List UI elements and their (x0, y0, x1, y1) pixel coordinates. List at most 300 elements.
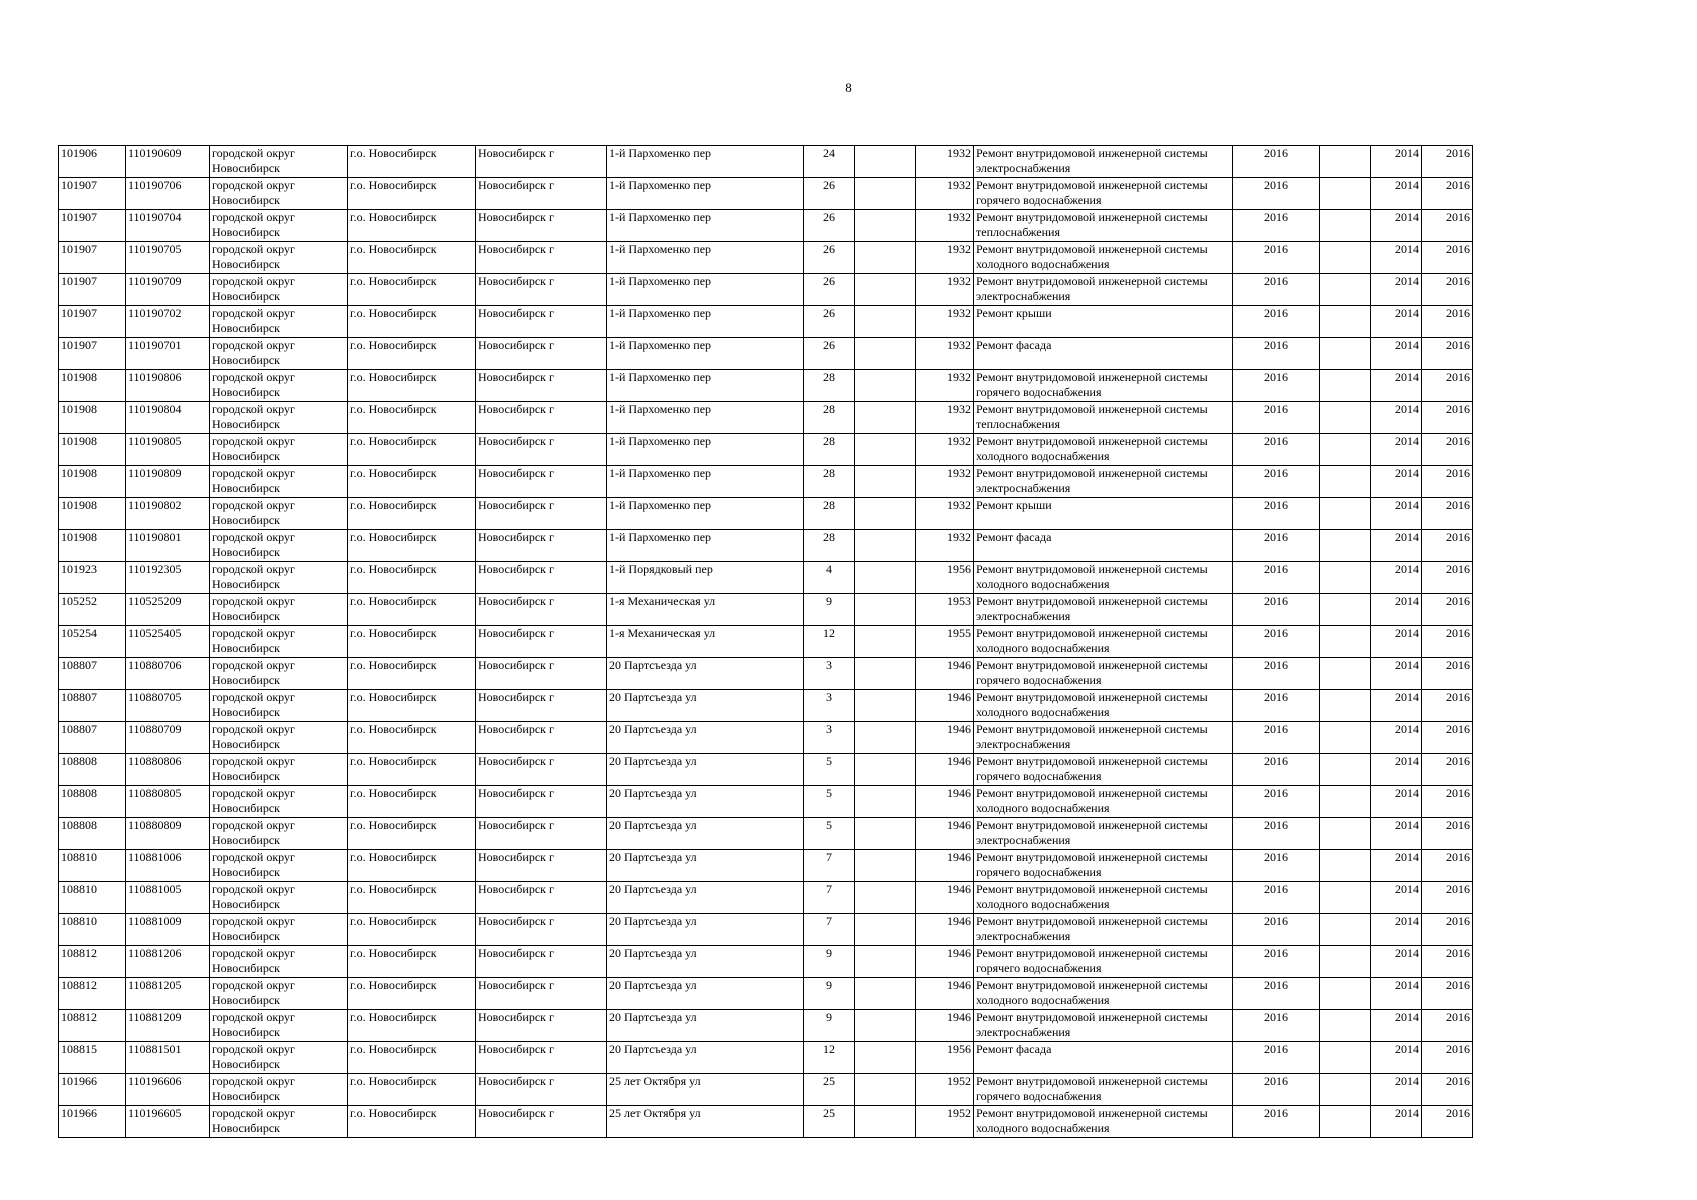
work-id-cell: 110190704 (126, 210, 210, 242)
house-number-cell: 26 (804, 210, 855, 242)
municipality-cell: городской округ Новосибирск (210, 818, 348, 850)
street-cell: 1-й Пархоменко пер (607, 498, 804, 530)
work-type-cell: Ремонт внутридомовой инженерной системы холодного водоснабжения (974, 786, 1233, 818)
house-id-cell: 101907 (59, 338, 126, 370)
city-cell: Новосибирск г (476, 658, 607, 690)
table-row (59, 594, 1473, 626)
work-id-cell: 110196605 (126, 1106, 210, 1138)
plan-year-cell: 2016 (1233, 850, 1320, 882)
start-year-cell: 2014 (1371, 498, 1422, 530)
municipality-cell: городской округ Новосибирск (210, 754, 348, 786)
plan-year-cell: 2016 (1233, 754, 1320, 786)
year-built-cell: 1932 (916, 274, 974, 306)
house-number-cell: 28 (804, 402, 855, 434)
year-built-cell: 1932 (916, 146, 974, 178)
building-cell (855, 562, 916, 594)
municipality-cell: городской округ Новосибирск (210, 210, 348, 242)
work-type-cell: Ремонт внутридомовой инженерной системы горячего водоснабжения (974, 658, 1233, 690)
plan-year-cell: 2016 (1233, 178, 1320, 210)
start-year-cell: 2014 (1371, 210, 1422, 242)
end-year-cell: 2016 (1422, 626, 1473, 658)
street-cell: 25 лет Октября ул (607, 1106, 804, 1138)
building-cell (855, 594, 916, 626)
plan-year-cell: 2016 (1233, 434, 1320, 466)
house-id-cell: 101966 (59, 1106, 126, 1138)
year-built-cell: 1952 (916, 1106, 974, 1138)
blank-cell (1320, 1074, 1371, 1106)
house-number-cell: 12 (804, 1042, 855, 1074)
year-built-cell: 1946 (916, 818, 974, 850)
house-number-cell: 9 (804, 1010, 855, 1042)
work-id-cell: 110196606 (126, 1074, 210, 1106)
house-number-cell: 9 (804, 594, 855, 626)
end-year-cell: 2016 (1422, 978, 1473, 1010)
start-year-cell: 2014 (1371, 914, 1422, 946)
table-row (59, 754, 1473, 786)
plan-year-cell: 2016 (1233, 978, 1320, 1010)
year-built-cell: 1932 (916, 242, 974, 274)
work-type-cell: Ремонт внутридомовой инженерной системы электроснабжения (974, 466, 1233, 498)
blank-cell (1320, 722, 1371, 754)
house-number-cell: 3 (804, 690, 855, 722)
table-row (59, 242, 1473, 274)
work-id-cell: 110190706 (126, 178, 210, 210)
work-id-cell: 110880705 (126, 690, 210, 722)
plan-year-cell: 2016 (1233, 146, 1320, 178)
municipality-cell: городской округ Новосибирск (210, 850, 348, 882)
work-type-cell: Ремонт внутридомовой инженерной системы холодного водоснабжения (974, 242, 1233, 274)
house-id-cell: 105252 (59, 594, 126, 626)
blank-cell (1320, 242, 1371, 274)
work-id-cell: 110190806 (126, 370, 210, 402)
house-number-cell: 7 (804, 882, 855, 914)
city-cell: Новосибирск г (476, 754, 607, 786)
municipality-cell: городской округ Новосибирск (210, 914, 348, 946)
table-row (59, 914, 1473, 946)
plan-year-cell: 2016 (1233, 466, 1320, 498)
start-year-cell: 2014 (1371, 722, 1422, 754)
municipality-cell: городской округ Новосибирск (210, 626, 348, 658)
work-type-cell: Ремонт внутридомовой инженерной системы холодного водоснабжения (974, 626, 1233, 658)
table-row (59, 1010, 1473, 1042)
street-cell: 1-й Пархоменко пер (607, 466, 804, 498)
city-cell: Новосибирск г (476, 402, 607, 434)
blank-cell (1320, 882, 1371, 914)
city-cell: Новосибирск г (476, 498, 607, 530)
blank-cell (1320, 818, 1371, 850)
street-cell: 1-й Пархоменко пер (607, 146, 804, 178)
house-id-cell: 101908 (59, 434, 126, 466)
city-cell: Новосибирск г (476, 946, 607, 978)
house-number-cell: 26 (804, 274, 855, 306)
house-id-cell: 108808 (59, 754, 126, 786)
street-cell: 20 Партсъезда ул (607, 914, 804, 946)
settlement-cell: г.о. Новосибирск (348, 1106, 476, 1138)
street-cell: 1-й Порядковый пер (607, 562, 804, 594)
plan-year-cell: 2016 (1233, 274, 1320, 306)
work-id-cell: 110190702 (126, 306, 210, 338)
settlement-cell: г.о. Новосибирск (348, 786, 476, 818)
year-built-cell: 1946 (916, 850, 974, 882)
settlement-cell: г.о. Новосибирск (348, 210, 476, 242)
settlement-cell: г.о. Новосибирск (348, 626, 476, 658)
plan-year-cell: 2016 (1233, 722, 1320, 754)
settlement-cell: г.о. Новосибирск (348, 722, 476, 754)
blank-cell (1320, 690, 1371, 722)
city-cell: Новосибирск г (476, 914, 607, 946)
work-type-cell: Ремонт внутридомовой инженерной системы электроснабжения (974, 914, 1233, 946)
work-type-cell: Ремонт внутридомовой инженерной системы холодного водоснабжения (974, 562, 1233, 594)
start-year-cell: 2014 (1371, 1074, 1422, 1106)
start-year-cell: 2014 (1371, 626, 1422, 658)
blank-cell (1320, 1010, 1371, 1042)
street-cell: 1-й Пархоменко пер (607, 434, 804, 466)
settlement-cell: г.о. Новосибирск (348, 594, 476, 626)
work-id-cell: 110881209 (126, 1010, 210, 1042)
street-cell: 1-й Пархоменко пер (607, 210, 804, 242)
municipality-cell: городской округ Новосибирск (210, 882, 348, 914)
city-cell: Новосибирск г (476, 370, 607, 402)
year-built-cell: 1946 (916, 754, 974, 786)
building-cell (855, 946, 916, 978)
work-type-cell: Ремонт внутридомовой инженерной системы горячего водоснабжения (974, 1074, 1233, 1106)
work-type-cell: Ремонт внутридомовой инженерной системы холодного водоснабжения (974, 882, 1233, 914)
start-year-cell: 2014 (1371, 274, 1422, 306)
blank-cell (1320, 434, 1371, 466)
house-number-cell: 28 (804, 466, 855, 498)
table-row (59, 946, 1473, 978)
table-row (59, 978, 1473, 1010)
house-id-cell: 108815 (59, 1042, 126, 1074)
street-cell: 1-я Механическая ул (607, 626, 804, 658)
building-cell (855, 402, 916, 434)
municipality-cell: городской округ Новосибирск (210, 1010, 348, 1042)
house-id-cell: 108812 (59, 978, 126, 1010)
settlement-cell: г.о. Новосибирск (348, 434, 476, 466)
settlement-cell: г.о. Новосибирск (348, 562, 476, 594)
work-type-cell: Ремонт внутридомовой инженерной системы теплоснабжения (974, 210, 1233, 242)
year-built-cell: 1932 (916, 466, 974, 498)
table-row (59, 434, 1473, 466)
work-type-cell: Ремонт фасада (974, 1042, 1233, 1074)
end-year-cell: 2016 (1422, 882, 1473, 914)
end-year-cell: 2016 (1422, 1074, 1473, 1106)
work-type-cell: Ремонт внутридомовой инженерной системы горячего водоснабжения (974, 850, 1233, 882)
street-cell: 20 Партсъезда ул (607, 754, 804, 786)
year-built-cell: 1946 (916, 946, 974, 978)
municipality-cell: городской округ Новосибирск (210, 1042, 348, 1074)
house-number-cell: 28 (804, 498, 855, 530)
city-cell: Новосибирск г (476, 178, 607, 210)
table-row (59, 626, 1473, 658)
table-row (59, 466, 1473, 498)
year-built-cell: 1953 (916, 594, 974, 626)
blank-cell (1320, 530, 1371, 562)
plan-year-cell: 2016 (1233, 786, 1320, 818)
year-built-cell: 1946 (916, 914, 974, 946)
end-year-cell: 2016 (1422, 306, 1473, 338)
start-year-cell: 2014 (1371, 978, 1422, 1010)
year-built-cell: 1932 (916, 210, 974, 242)
work-id-cell: 110525209 (126, 594, 210, 626)
table-row (59, 210, 1473, 242)
house-number-cell: 28 (804, 370, 855, 402)
plan-year-cell: 2016 (1233, 338, 1320, 370)
work-type-cell: Ремонт внутридомовой инженерной системы теплоснабжения (974, 402, 1233, 434)
blank-cell (1320, 178, 1371, 210)
municipality-cell: городской округ Новосибирск (210, 242, 348, 274)
settlement-cell: г.о. Новосибирск (348, 882, 476, 914)
house-id-cell: 108810 (59, 914, 126, 946)
house-id-cell: 108807 (59, 690, 126, 722)
end-year-cell: 2016 (1422, 178, 1473, 210)
work-type-cell: Ремонт фасада (974, 338, 1233, 370)
house-id-cell: 101907 (59, 178, 126, 210)
municipality-cell: городской округ Новосибирск (210, 306, 348, 338)
settlement-cell: г.о. Новосибирск (348, 850, 476, 882)
house-number-cell: 25 (804, 1074, 855, 1106)
table-row (59, 1106, 1473, 1138)
table-row (59, 882, 1473, 914)
start-year-cell: 2014 (1371, 1106, 1422, 1138)
page-number: 8 (845, 80, 852, 95)
work-id-cell: 110880709 (126, 722, 210, 754)
city-cell: Новосибирск г (476, 1106, 607, 1138)
end-year-cell: 2016 (1422, 466, 1473, 498)
start-year-cell: 2014 (1371, 530, 1422, 562)
building-cell (855, 1042, 916, 1074)
blank-cell (1320, 210, 1371, 242)
street-cell: 20 Партсъезда ул (607, 690, 804, 722)
house-id-cell: 101908 (59, 498, 126, 530)
city-cell: Новосибирск г (476, 1074, 607, 1106)
table-row (59, 658, 1473, 690)
city-cell: Новосибирск г (476, 466, 607, 498)
start-year-cell: 2014 (1371, 594, 1422, 626)
house-number-cell: 3 (804, 722, 855, 754)
year-built-cell: 1946 (916, 882, 974, 914)
building-cell (855, 786, 916, 818)
plan-year-cell: 2016 (1233, 402, 1320, 434)
table-row (59, 498, 1473, 530)
street-cell: 20 Партсъезда ул (607, 1042, 804, 1074)
house-number-cell: 4 (804, 562, 855, 594)
building-cell (855, 178, 916, 210)
start-year-cell: 2014 (1371, 946, 1422, 978)
house-number-cell: 26 (804, 178, 855, 210)
start-year-cell: 2014 (1371, 306, 1422, 338)
blank-cell (1320, 338, 1371, 370)
year-built-cell: 1946 (916, 1010, 974, 1042)
settlement-cell: г.о. Новосибирск (348, 338, 476, 370)
building-cell (855, 978, 916, 1010)
blank-cell (1320, 562, 1371, 594)
start-year-cell: 2014 (1371, 434, 1422, 466)
plan-year-cell: 2016 (1233, 306, 1320, 338)
work-type-cell: Ремонт внутридомовой инженерной системы электроснабжения (974, 594, 1233, 626)
city-cell: Новосибирск г (476, 274, 607, 306)
municipality-cell: городской округ Новосибирск (210, 402, 348, 434)
house-id-cell: 101907 (59, 274, 126, 306)
city-cell: Новосибирск г (476, 882, 607, 914)
blank-cell (1320, 754, 1371, 786)
building-cell (855, 658, 916, 690)
plan-year-cell: 2016 (1233, 530, 1320, 562)
plan-year-cell: 2016 (1233, 1074, 1320, 1106)
street-cell: 1-й Пархоменко пер (607, 178, 804, 210)
settlement-cell: г.о. Новосибирск (348, 690, 476, 722)
start-year-cell: 2014 (1371, 786, 1422, 818)
work-id-cell: 110190701 (126, 338, 210, 370)
building-cell (855, 242, 916, 274)
end-year-cell: 2016 (1422, 754, 1473, 786)
building-cell (855, 146, 916, 178)
building-cell (855, 498, 916, 530)
work-id-cell: 110881501 (126, 1042, 210, 1074)
house-number-cell: 5 (804, 818, 855, 850)
building-cell (855, 338, 916, 370)
year-built-cell: 1932 (916, 370, 974, 402)
house-id-cell: 101907 (59, 210, 126, 242)
blank-cell (1320, 914, 1371, 946)
plan-year-cell: 2016 (1233, 242, 1320, 274)
house-id-cell: 108807 (59, 658, 126, 690)
work-id-cell: 110880706 (126, 658, 210, 690)
plan-year-cell: 2016 (1233, 210, 1320, 242)
blank-cell (1320, 946, 1371, 978)
city-cell: Новосибирск г (476, 786, 607, 818)
plan-year-cell: 2016 (1233, 498, 1320, 530)
building-cell (855, 274, 916, 306)
table-row (59, 786, 1473, 818)
table-row (59, 850, 1473, 882)
capital-repair-table (58, 145, 1473, 1138)
start-year-cell: 2014 (1371, 370, 1422, 402)
settlement-cell: г.о. Новосибирск (348, 978, 476, 1010)
building-cell (855, 1010, 916, 1042)
blank-cell (1320, 594, 1371, 626)
settlement-cell: г.о. Новосибирск (348, 370, 476, 402)
blank-cell (1320, 978, 1371, 1010)
building-cell (855, 754, 916, 786)
street-cell: 20 Партсъезда ул (607, 946, 804, 978)
house-id-cell: 108812 (59, 946, 126, 978)
municipality-cell: городской округ Новосибирск (210, 978, 348, 1010)
end-year-cell: 2016 (1422, 498, 1473, 530)
work-type-cell: Ремонт внутридомовой инженерной системы электроснабжения (974, 818, 1233, 850)
end-year-cell: 2016 (1422, 786, 1473, 818)
start-year-cell: 2014 (1371, 818, 1422, 850)
city-cell: Новосибирск г (476, 850, 607, 882)
municipality-cell: городской округ Новосибирск (210, 370, 348, 402)
house-number-cell: 28 (804, 434, 855, 466)
year-built-cell: 1932 (916, 402, 974, 434)
settlement-cell: г.о. Новосибирск (348, 498, 476, 530)
plan-year-cell: 2016 (1233, 882, 1320, 914)
year-built-cell: 1946 (916, 658, 974, 690)
house-id-cell: 101907 (59, 242, 126, 274)
work-id-cell: 110881006 (126, 850, 210, 882)
house-number-cell: 9 (804, 946, 855, 978)
blank-cell (1320, 370, 1371, 402)
year-built-cell: 1932 (916, 530, 974, 562)
city-cell: Новосибирск г (476, 818, 607, 850)
start-year-cell: 2014 (1371, 402, 1422, 434)
settlement-cell: г.о. Новосибирск (348, 818, 476, 850)
municipality-cell: городской округ Новосибирск (210, 274, 348, 306)
year-built-cell: 1955 (916, 626, 974, 658)
settlement-cell: г.о. Новосибирск (348, 146, 476, 178)
street-cell: 20 Партсъезда ул (607, 818, 804, 850)
street-cell: 25 лет Октября ул (607, 1074, 804, 1106)
end-year-cell: 2016 (1422, 434, 1473, 466)
blank-cell (1320, 146, 1371, 178)
street-cell: 20 Партсъезда ул (607, 850, 804, 882)
table-row (59, 274, 1473, 306)
plan-year-cell: 2016 (1233, 818, 1320, 850)
settlement-cell: г.о. Новосибирск (348, 530, 476, 562)
start-year-cell: 2014 (1371, 690, 1422, 722)
house-id-cell: 101908 (59, 530, 126, 562)
end-year-cell: 2016 (1422, 562, 1473, 594)
year-built-cell: 1956 (916, 1042, 974, 1074)
building-cell (855, 370, 916, 402)
house-number-cell: 3 (804, 658, 855, 690)
work-type-cell: Ремонт внутридомовой инженерной системы горячего водоснабжения (974, 178, 1233, 210)
house-id-cell: 108808 (59, 818, 126, 850)
year-built-cell: 1932 (916, 178, 974, 210)
table-row (59, 1074, 1473, 1106)
building-cell (855, 1106, 916, 1138)
plan-year-cell: 2016 (1233, 626, 1320, 658)
end-year-cell: 2016 (1422, 370, 1473, 402)
work-type-cell: Ремонт внутридомовой инженерной системы электроснабжения (974, 722, 1233, 754)
house-number-cell: 26 (804, 306, 855, 338)
building-cell (855, 306, 916, 338)
street-cell: 1-й Пархоменко пер (607, 242, 804, 274)
settlement-cell: г.о. Новосибирск (348, 402, 476, 434)
work-id-cell: 110190609 (126, 146, 210, 178)
city-cell: Новосибирск г (476, 338, 607, 370)
building-cell (855, 434, 916, 466)
end-year-cell: 2016 (1422, 242, 1473, 274)
house-id-cell: 101923 (59, 562, 126, 594)
work-id-cell: 110881009 (126, 914, 210, 946)
work-id-cell: 110190705 (126, 242, 210, 274)
city-cell: Новосибирск г (476, 978, 607, 1010)
settlement-cell: г.о. Новосибирск (348, 658, 476, 690)
municipality-cell: городской округ Новосибирск (210, 786, 348, 818)
house-id-cell: 108812 (59, 1010, 126, 1042)
house-id-cell: 101906 (59, 146, 126, 178)
end-year-cell: 2016 (1422, 338, 1473, 370)
blank-cell (1320, 498, 1371, 530)
municipality-cell: городской округ Новосибирск (210, 690, 348, 722)
table-body (59, 146, 1473, 1138)
house-id-cell: 101907 (59, 306, 126, 338)
plan-year-cell: 2016 (1233, 1042, 1320, 1074)
end-year-cell: 2016 (1422, 658, 1473, 690)
work-type-cell: Ремонт крыши (974, 498, 1233, 530)
building-cell (855, 818, 916, 850)
house-number-cell: 7 (804, 914, 855, 946)
house-number-cell: 26 (804, 242, 855, 274)
street-cell: 20 Партсъезда ул (607, 722, 804, 754)
year-built-cell: 1946 (916, 690, 974, 722)
settlement-cell: г.о. Новосибирск (348, 242, 476, 274)
blank-cell (1320, 786, 1371, 818)
end-year-cell: 2016 (1422, 690, 1473, 722)
